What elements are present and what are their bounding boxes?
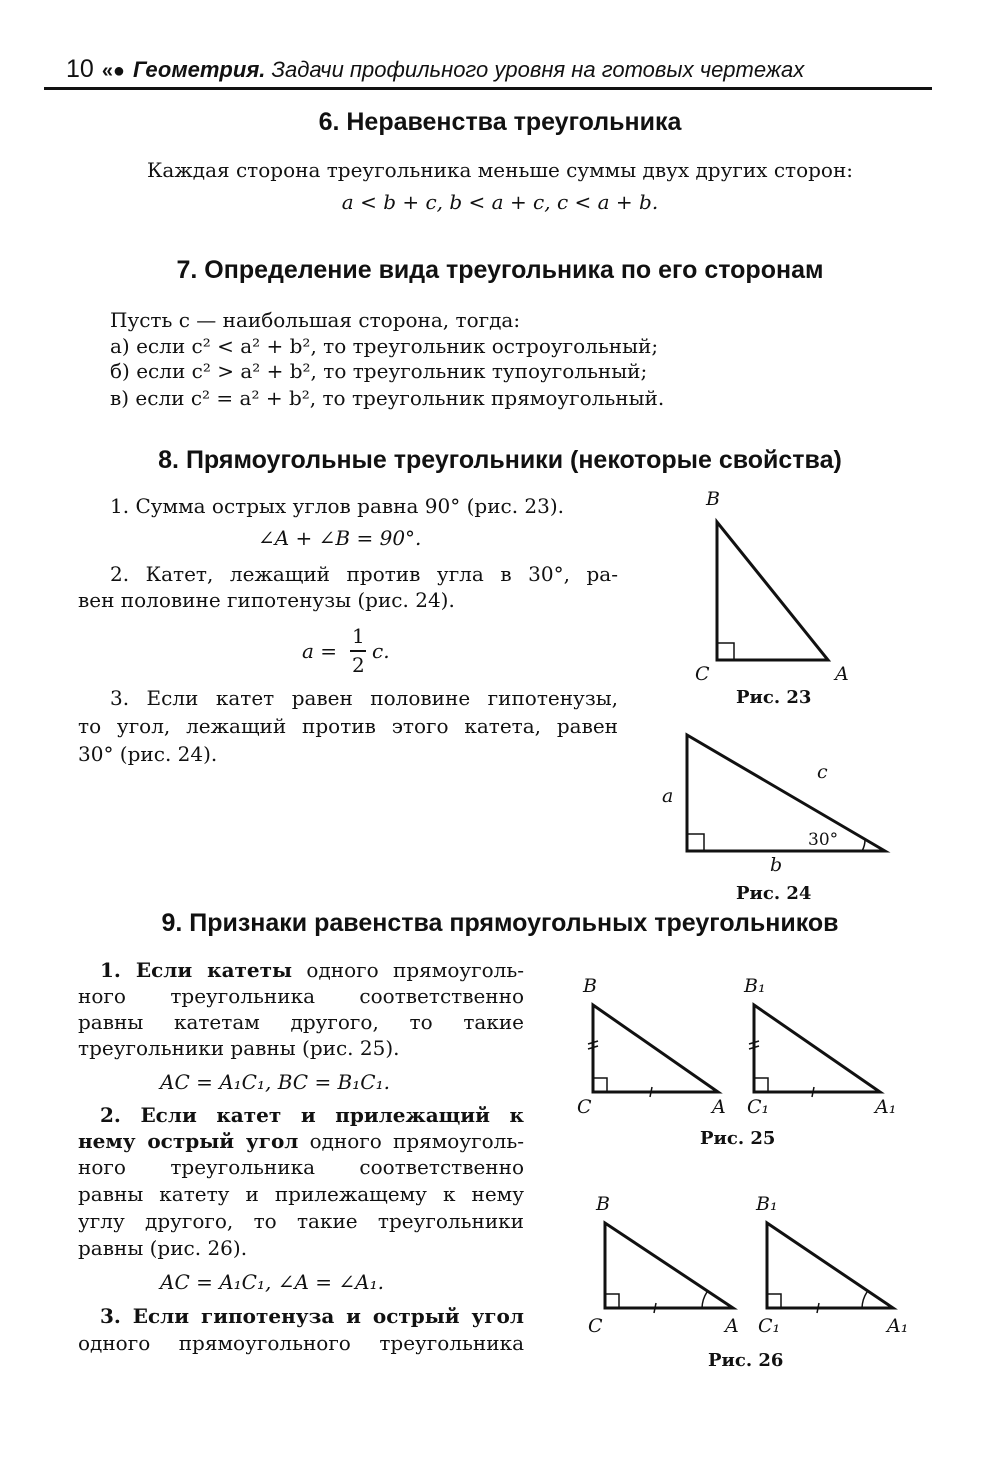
fig23-triangle xyxy=(717,522,828,660)
s9-line: ного треугольника соответственно xyxy=(78,1155,524,1179)
right-angle-mark xyxy=(687,834,704,851)
section-7-title: 7. Определение вида треугольника по его сторонам xyxy=(176,256,824,284)
f2-numerator: 1 xyxy=(352,624,365,648)
fig23-caption: Рис. 23 xyxy=(736,687,812,708)
s8-p3c: 30° (рис. 24). xyxy=(78,742,218,766)
s7-line: б) если c² > a² + b², то треугольник тупоугольный; xyxy=(110,359,648,383)
bold-term: нему острый угол xyxy=(78,1129,299,1153)
right-angle-mark xyxy=(593,1078,607,1092)
fig24-caption: Рис. 24 xyxy=(736,883,812,904)
s8-f1: ∠A + ∠B = 90°. xyxy=(258,526,422,550)
right-angle-mark xyxy=(717,643,734,660)
label-a: a xyxy=(662,785,674,807)
f2-left: a = xyxy=(302,639,338,663)
right-angle-mark xyxy=(605,1294,619,1308)
s9-line: 2. Если катет и прилежащий к xyxy=(100,1103,524,1127)
text: одного прямоуголь- xyxy=(292,958,525,982)
label-angle: 30° xyxy=(808,830,839,850)
s9-line: равны катету и прилежащему к нему xyxy=(78,1182,524,1206)
label-A: A xyxy=(725,1315,739,1337)
f2-denominator: 2 xyxy=(352,653,365,677)
label-C: C xyxy=(695,663,710,685)
bullet-icon: «● xyxy=(101,60,126,82)
label-A1: A₁ xyxy=(875,1096,897,1118)
tick-mark xyxy=(817,1303,819,1313)
label-B: B xyxy=(583,975,597,997)
s8-p3a: 3. Если катет равен половине гипотенузы, xyxy=(110,686,618,710)
angle-arc xyxy=(862,839,865,851)
s9-line: 3. Если гипотенуза и острый угол xyxy=(100,1304,524,1328)
s6-text: Каждая сторона треугольника меньше суммы двух других сторон: xyxy=(146,158,854,182)
s9-line: равны (рис. 26). xyxy=(78,1236,248,1260)
angle-arc xyxy=(862,1292,867,1308)
label-A: A xyxy=(712,1096,726,1118)
right-angle-mark xyxy=(767,1294,781,1308)
section-9-title: 9. Признаки равенства прямоугольных треугольников xyxy=(161,909,839,937)
label-C: C xyxy=(577,1096,592,1118)
label-C: C xyxy=(588,1315,603,1337)
label-b: b xyxy=(770,854,783,876)
fig26-triangle-1 xyxy=(605,1223,733,1308)
label-A1: A₁ xyxy=(887,1315,909,1337)
fig25-caption: Рис. 25 xyxy=(700,1128,776,1149)
s9-line: ного треугольника соответственно xyxy=(78,984,524,1008)
fig25-triangle-2 xyxy=(754,1005,880,1092)
s7-line: а) если c² < a² + b², то треугольник остроугольный; xyxy=(110,334,659,358)
s8-p2b: вен половине гипотенузы (рис. 24). xyxy=(78,588,455,612)
label-C1: C₁ xyxy=(758,1315,781,1337)
s7-line: в) если c² = a² + b², то треугольник прямоугольный. xyxy=(110,386,665,410)
s9-line: одного прямоугольного треугольника xyxy=(78,1331,524,1355)
bold-term: 1. Если катеты xyxy=(100,958,293,982)
label-B1: B₁ xyxy=(756,1193,778,1215)
tick-mark xyxy=(650,1087,652,1097)
section-8-title: 8. Прямоугольные треугольники (некоторые свойства) xyxy=(158,446,842,474)
label-B: B xyxy=(596,1193,610,1215)
s9-f1: AC = A₁C₁, BC = B₁C₁. xyxy=(160,1070,390,1094)
fig26-caption: Рис. 26 xyxy=(708,1350,784,1371)
f2-right: c. xyxy=(372,639,390,663)
s9-line: треугольники равны (рис. 25). xyxy=(78,1036,400,1060)
label-B1: B₁ xyxy=(744,975,766,997)
label-C1: C₁ xyxy=(747,1096,770,1118)
right-angle-mark xyxy=(754,1078,768,1092)
s9-line: равны катетам другого, то такие xyxy=(78,1010,524,1034)
s6-formula: a < b + c, b < a + c, c < a + b. xyxy=(341,190,659,214)
s7-line: Пусть c — наибольшая сторона, тогда: xyxy=(110,308,521,332)
label-B: B xyxy=(706,488,720,510)
section-6-title: 6. Неравенства треугольника xyxy=(318,108,682,136)
page-number: 10 xyxy=(66,55,94,83)
text: одного прямоуголь- xyxy=(298,1129,524,1153)
label-c: c xyxy=(817,761,828,783)
fig24-triangle xyxy=(687,735,885,851)
fig25-triangle-1 xyxy=(593,1005,718,1092)
angle-arc xyxy=(702,1292,707,1308)
tick-mark xyxy=(812,1087,814,1097)
tick-mark xyxy=(654,1303,656,1313)
s9-f2: AC = A₁C₁, ∠A = ∠A₁. xyxy=(160,1270,384,1294)
s9-line: углу другого, то такие треугольники xyxy=(78,1209,524,1233)
s8-p3b: то угол, лежащий против этого катета, равен xyxy=(78,714,618,738)
label-A: A xyxy=(835,663,849,685)
book-title: Геометрия. xyxy=(133,57,266,82)
fig26-triangle-2 xyxy=(767,1223,893,1308)
s8-p2a: 2. Катет, лежащий против угла в 30°, ра- xyxy=(110,562,618,586)
book-subtitle: Задачи профильного уровня на готовых чертежах xyxy=(271,57,805,82)
s8-p1: 1. Сумма острых углов равна 90° (рис. 23). xyxy=(110,494,565,518)
